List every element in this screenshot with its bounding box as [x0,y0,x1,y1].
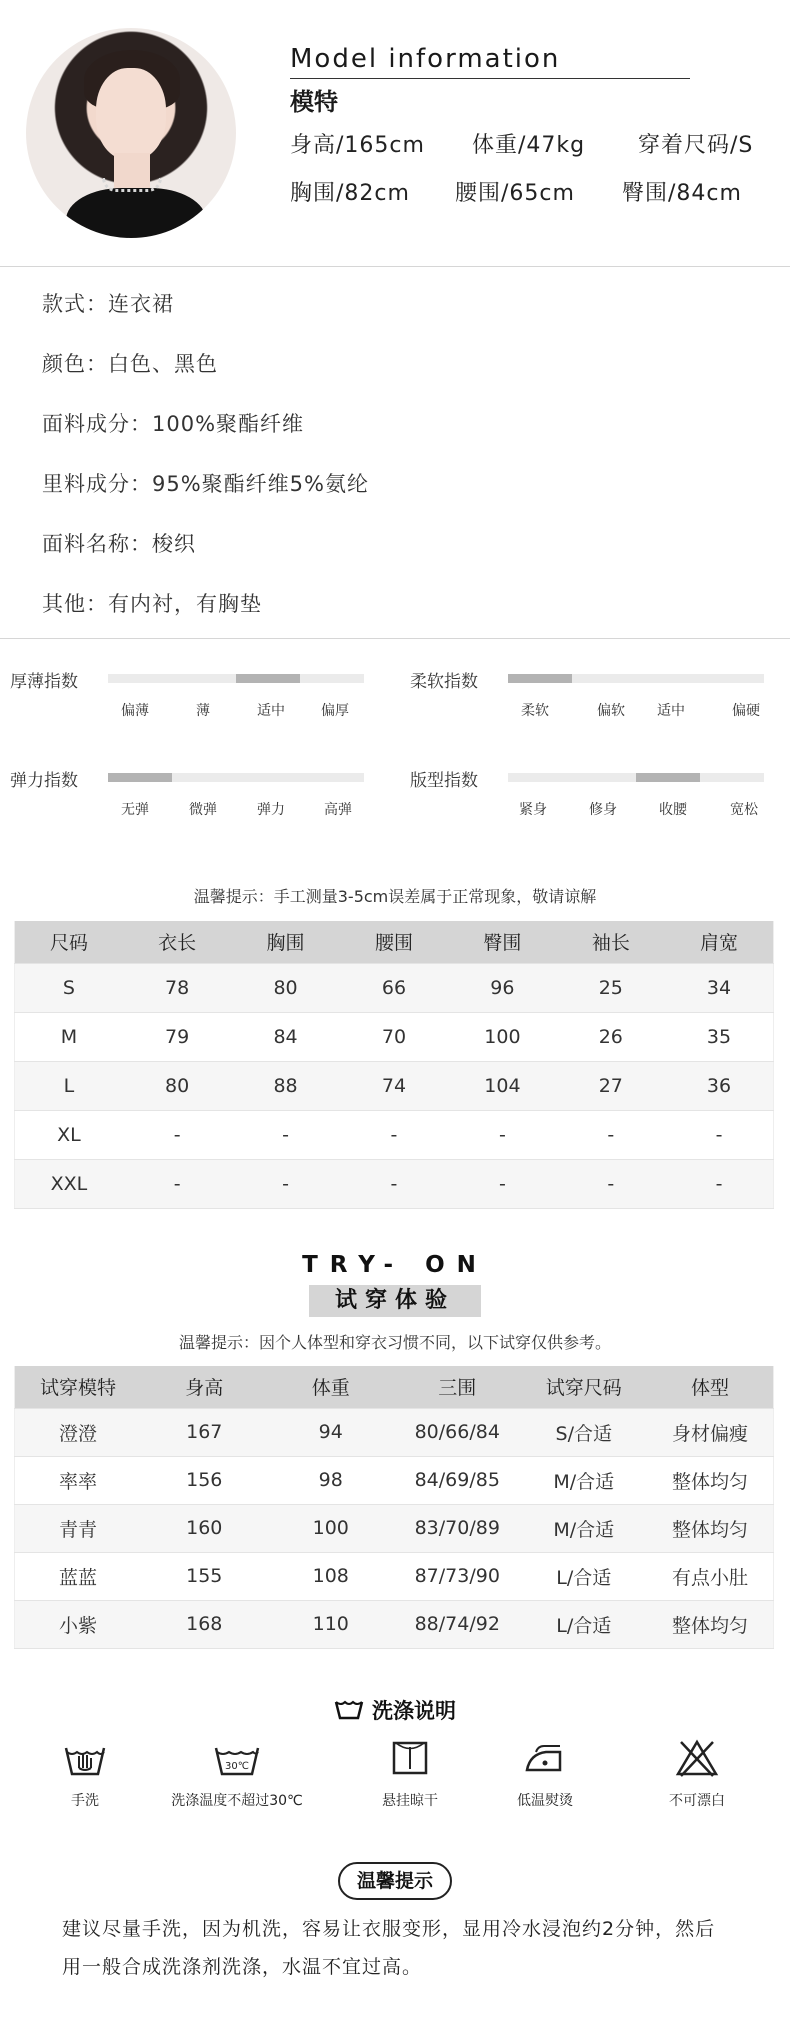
notice-line-1: 建议尽量手洗，因为机洗，容易让衣服变形，显用冷水浸泡约2分钟，然后 [62,1918,716,1940]
table-row [15,1110,774,1159]
attr-other: 其他：有内衬，有胸垫 [42,592,262,616]
table-cell: 79 [123,1012,231,1061]
table-row [15,1600,774,1648]
model-title: Model information [290,44,561,74]
table-cell: 有点小肚 [647,1552,774,1600]
softness-tick: 偏软 [597,703,625,719]
wash-item-30-degrees [152,1738,322,1810]
table-row [15,1552,774,1600]
size-header-cell: 胸围 [231,921,339,963]
size-header-cell: 尺码 [15,921,123,963]
table-cell: 率率 [15,1456,142,1504]
model-info-section [0,0,790,266]
fit-tick: 紧身 [519,802,547,818]
table-cell: S [15,963,123,1012]
wash-tub-icon [334,1699,364,1726]
fit-tick: 修身 [589,802,617,818]
table-cell: 84 [231,1012,339,1061]
elasticity-index-track [108,773,364,782]
table-cell: - [448,1159,556,1208]
hang-dry-icon [390,1738,430,1778]
notice-title: 温馨提示 [338,1862,452,1900]
table-cell: - [340,1110,448,1159]
model-height: 身高/165cm [290,133,425,158]
table-cell: - [231,1159,339,1208]
table-cell: 87/73/90 [394,1552,521,1600]
table-cell: 澄澄 [15,1408,142,1456]
table-cell: S/合适 [521,1408,648,1456]
table-row [15,1012,774,1061]
table-cell: 青青 [15,1504,142,1552]
tryon-header-cell: 试穿模特 [15,1366,142,1408]
table-cell: 整体均匀 [647,1456,774,1504]
table-cell: 25 [557,963,665,1012]
table-cell: 160 [141,1504,268,1552]
table-cell: - [123,1159,231,1208]
table-cell: - [665,1110,773,1159]
size-table [14,921,774,1209]
model-weight: 体重/47kg [472,133,586,158]
table-cell: 104 [448,1061,556,1110]
elasticity-tick: 微弹 [189,802,217,818]
fit-index-label: 版型指数 [410,771,478,791]
softness-index-label: 柔软指数 [410,672,478,692]
fit-index-track [508,773,764,782]
model-waist: 腰围/65cm [455,181,575,206]
thickness-index-track [108,674,364,683]
thickness-tick: 偏薄 [121,703,149,719]
size-header-cell: 腰围 [340,921,448,963]
tryon-header-cell: 身高 [141,1366,268,1408]
table-cell: 88/74/92 [394,1600,521,1648]
hand-wash-icon [63,1738,107,1778]
model-subtitle: 模特 [290,88,338,116]
table-cell: - [557,1159,665,1208]
table-cell: 94 [268,1408,395,1456]
table-cell: 整体均匀 [647,1600,774,1648]
elasticity-tick: 弹力 [257,802,285,818]
table-cell: L/合适 [521,1552,648,1600]
elasticity-index-fill [108,773,172,782]
thickness-tick: 适中 [257,703,285,719]
table-cell: M [15,1012,123,1061]
model-hip: 臀围/84cm [622,181,742,206]
table-cell: 88 [231,1061,339,1110]
table-cell: - [557,1110,665,1159]
table-cell: 156 [141,1456,268,1504]
size-header-cell: 肩宽 [665,921,773,963]
attr-fabric: 面料成分：100%聚酯纤维 [42,412,305,436]
table-cell: 70 [340,1012,448,1061]
elasticity-tick: 无弹 [121,802,149,818]
tryon-header-cell: 三围 [394,1366,521,1408]
table-cell: 34 [665,963,773,1012]
tryon-header-cell: 体重 [268,1366,395,1408]
thickness-tick: 薄 [196,703,210,719]
table-cell: 26 [557,1012,665,1061]
wash-label: 低温熨烫 [517,1793,573,1809]
fit-tick: 收腰 [659,802,687,818]
section-divider [0,638,790,639]
softness-tick: 适中 [657,703,685,719]
table-cell: 80/66/84 [394,1408,521,1456]
avatar-necklace [102,178,162,192]
table-row [15,963,774,1012]
table-cell: 整体均匀 [647,1504,774,1552]
low-iron-icon [522,1738,568,1778]
table-cell: 35 [665,1012,773,1061]
table-cell: 78 [123,963,231,1012]
table-cell: 155 [141,1552,268,1600]
table-cell: 100 [448,1012,556,1061]
table-cell: 80 [231,963,339,1012]
table-cell: 蓝蓝 [15,1552,142,1600]
table-cell: 84/69/85 [394,1456,521,1504]
elasticity-tick: 高弹 [324,802,352,818]
softness-index-track [508,674,764,683]
tryon-header-cell: 试穿尺码 [521,1366,648,1408]
model-avatar [26,28,236,238]
avatar-face [96,68,166,160]
table-cell: 100 [268,1504,395,1552]
model-size: 穿着尺码/S [638,133,754,158]
table-cell: - [231,1110,339,1159]
elasticity-index-label: 弹力指数 [10,771,78,791]
wash-label: 悬挂晾干 [382,1793,438,1809]
no-bleach-icon [675,1738,719,1778]
table-cell: 小紫 [15,1600,142,1648]
table-cell: 27 [557,1061,665,1110]
table-cell: 108 [268,1552,395,1600]
table-row [15,1504,774,1552]
model-bust: 胸围/82cm [290,181,410,206]
table-cell: 110 [268,1600,395,1648]
washing-title [0,1695,790,1726]
table-cell: 96 [448,963,556,1012]
table-row [15,1408,774,1456]
notice-line-2: 用一般合成洗涤剂洗涤，水温不宜过高。 [62,1956,423,1978]
tryon-table-header-row [15,1366,774,1408]
table-row [15,1159,774,1208]
thickness-index-fill [236,674,300,683]
wash-label: 手洗 [71,1793,99,1809]
tryon-subtitle: 试穿体验 [309,1285,481,1317]
table-cell: 98 [268,1456,395,1504]
wash-label: 洗涤温度不超过30℃ [171,1793,303,1809]
thickness-index-label: 厚薄指数 [10,672,78,692]
table-cell: 66 [340,963,448,1012]
attr-color: 颜色：白色、黑色 [42,352,218,376]
table-cell: 167 [141,1408,268,1456]
table-cell: 83/70/89 [394,1504,521,1552]
wash-item-no-bleach [612,1738,782,1810]
wash-30-icon-text: 30℃ [225,1761,249,1772]
fit-index-fill [636,773,700,782]
attr-style: 款式：连衣裙 [42,292,174,316]
model-title-rule [290,78,690,79]
table-cell: M/合适 [521,1504,648,1552]
table-cell: 168 [141,1600,268,1648]
tryon-table [14,1366,774,1649]
size-header-cell: 臀围 [448,921,556,963]
tryon-title: TRY- ON [302,1252,488,1278]
table-cell: 36 [665,1061,773,1110]
size-header-cell: 衣长 [123,921,231,963]
table-cell: XL [15,1110,123,1159]
section-divider [0,266,790,267]
table-cell: - [665,1159,773,1208]
table-row [15,1061,774,1110]
wash-item-low-iron [460,1738,630,1810]
size-table-tip: 温馨提示：手工测量3-5cm误差属于正常现象，敬请谅解 [193,887,597,906]
table-cell: 74 [340,1061,448,1110]
wash-item-hand-wash [0,1738,170,1810]
size-header-cell: 袖长 [557,921,665,963]
washing-title-text: 洗涤说明 [372,1699,456,1723]
attr-lining: 里料成分：95%聚酯纤维5%氨纶 [42,472,369,496]
table-cell: M/合适 [521,1456,648,1504]
tryon-tip: 温馨提示：因个人体型和穿衣习惯不同，以下试穿仅供参考。 [178,1333,611,1352]
table-cell: 身材偏瘦 [647,1408,774,1456]
wash-30-icon [213,1738,261,1778]
table-row [15,1456,774,1504]
fit-tick: 宽松 [730,802,758,818]
table-cell: - [448,1110,556,1159]
softness-index-fill [508,674,572,683]
table-cell: L [15,1061,123,1110]
thickness-tick: 偏厚 [321,703,349,719]
softness-tick: 柔软 [521,703,549,719]
table-cell: L/合适 [521,1600,648,1648]
table-cell: - [123,1110,231,1159]
table-cell: - [340,1159,448,1208]
attr-fabric-name: 面料名称：梭织 [42,532,196,556]
table-cell: 80 [123,1061,231,1110]
avatar-dress [66,188,206,238]
wash-label: 不可漂白 [669,1793,725,1809]
softness-tick: 偏硬 [732,703,760,719]
table-cell: XXL [15,1159,123,1208]
size-table-header-row [15,921,774,963]
tryon-header-cell: 体型 [647,1366,774,1408]
